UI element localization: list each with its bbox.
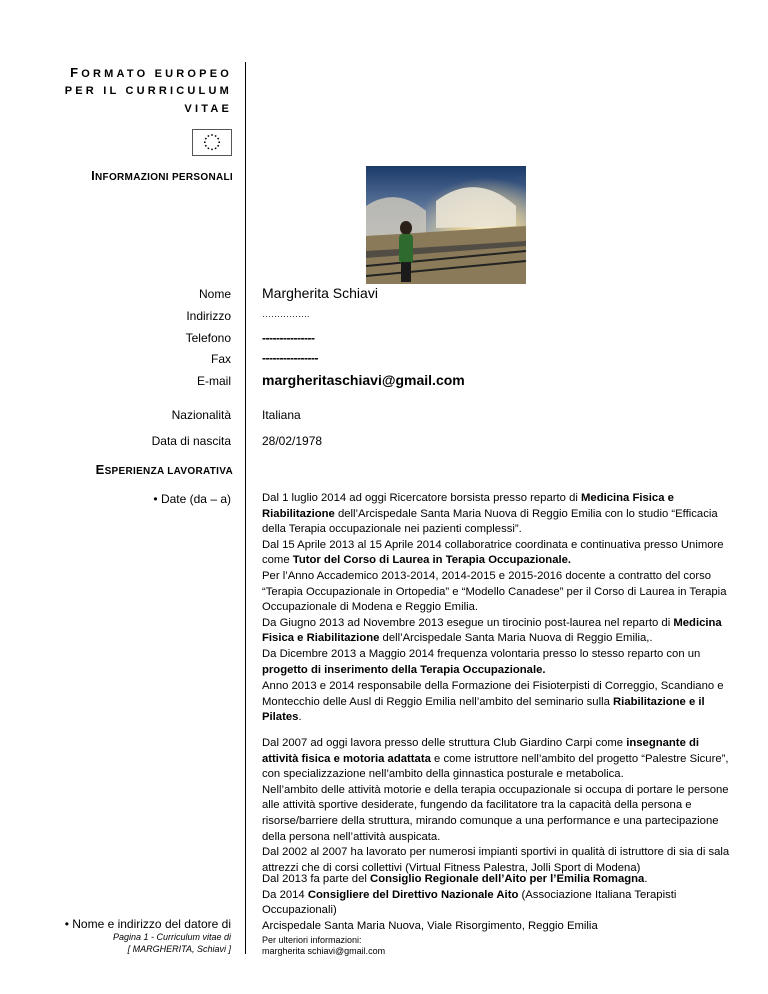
nazionalita-value: Italiana <box>262 408 301 422</box>
cv-title-line-3: VITAE <box>184 103 232 115</box>
data-nascita-label: Data di nascita <box>151 434 231 448</box>
cv-title-line-1: FORMATO EUROPEO <box>70 65 232 80</box>
indirizzo-label: Indirizzo <box>186 309 231 323</box>
section-title-work-experience: ESPERIENZA LAVORATIVA <box>95 462 233 477</box>
footer-info-label: Per ulteriori informazioni: <box>262 935 362 945</box>
page-footer-left <box>113 931 231 955</box>
fax-label: Fax <box>210 352 231 366</box>
indirizzo-value: ……………. <box>262 309 310 319</box>
nome-label: Nome <box>198 287 231 301</box>
page-footer-right <box>262 935 385 957</box>
work-block-3: Dal 2007 ad oggi lavora presso delle struttura Club Giardino Carpi come insegnante di attività fisica e motoria adattata e come istruttore nell’ambito del progetto “Palestre Sicure”, con specializzazione nell’ambito della ginnastica posturale e metabolica. Nell’ambito delle attività motorie e della terapia occupazionale si occupa di portare le persone alle attività sportive desiderate, fungendo da facilitatore tra la capacità della persona e risorse/barriere della struttura, mirando comunque a una performance e una partecipazione della persona nell’attività auspicata. Dal 2002 al 2007 ha lavorato per numerosi impianti sportivi in qualità di istruttore di sia di sala attrezzi che di corsi collettivi (Virtual Fitness Palestra, Jolli Sport di Modena) <box>262 737 730 874</box>
data-nascita-value: 28/02/1978 <box>262 434 323 448</box>
datore-label: • Nome e indirizzo del datore di <box>64 917 231 931</box>
telefono-label: Telefono <box>185 331 231 345</box>
nome-value: Margherita Schiavi <box>262 285 378 301</box>
work-block-1: Dal 1 luglio 2014 ad oggi Ricercatore borsista presso reparto di Medicina Fisica e Riabilitazione dell’Arcispedale Santa Maria Nuova di Reggio Emilia con lo studio “Efficacia della Terapia occupazionale nei pazienti complessi”. Dal 15 Aprile 2013 al 15 Aprile 2014 collaboratrice coordinata e continuativa presso Unimore come Tutor del Corso di Laurea in Terapia Occupazionale. Per l’Anno Accademico 2013-2014, 2014-2015 e 2015-2016 docente a contratto del corso “Terapia Occupazionale in Ortopedia” e “Modello Canadese” per il Corso di Laurea in Terapia Occupazionale di Modena e Reggio Emilia. Da Giugno 2013 ad Novembre 2013 esegue un tirocinio post-laurea nel reparto di Medicina Fisica e Riabilitazione dell’Arcispedale Santa Maria Nuova di Reggio Emilia,. Da Dicembre 2013 a Maggio 2014 frequenza volontaria presso lo stesso reparto con un progetto di inserimento della Terapia Occupazionale. <box>262 492 727 676</box>
cv-title-line-2: PER IL CURRICULUM <box>64 85 232 97</box>
footer-page-info: Pagina 1 - Curriculum vitae di <box>112 932 231 942</box>
work-block-2: Anno 2013 e 2014 responsabile della Formazione dei Fisioterpisti di Correggio, Scandiano e Montecchio delle Ausl di Reggio Emilia nell’ambito del seminario sulla Riabilitazione e il Pilates. <box>262 680 724 724</box>
profile-photo <box>366 166 526 284</box>
email-value[interactable]: margheritaschiavi@gmail.com <box>262 372 465 388</box>
footer-email: margherita schiavi@gmail.com <box>262 946 386 956</box>
fax-value: ---------------- <box>262 351 318 365</box>
column-divider <box>245 62 246 954</box>
footer-cv-owner: [ MARGHERITA, Schiavi ] <box>127 944 231 954</box>
date-label: • Date (da – a) <box>153 492 231 506</box>
telefono-value: --------------- <box>262 331 315 345</box>
eu-flag-icon <box>192 129 232 156</box>
nazionalita-label: Nazionalità <box>171 408 231 422</box>
email-label: E-mail <box>196 374 231 388</box>
section-title-personal-info: INFORMAZIONI PERSONALI <box>91 168 233 183</box>
work-block-4: Dal 2013 fa parte del Consiglio Regionale dell’Aito per l’Emilia Romagna. Da 2014 Consigliere del Direttivo Nazionale Aito (Associazione Italiana Terapisti Occupazionali) Arcispedale Santa Maria Nuova, Viale Risorgimento, Reggio Emilia <box>262 873 677 932</box>
